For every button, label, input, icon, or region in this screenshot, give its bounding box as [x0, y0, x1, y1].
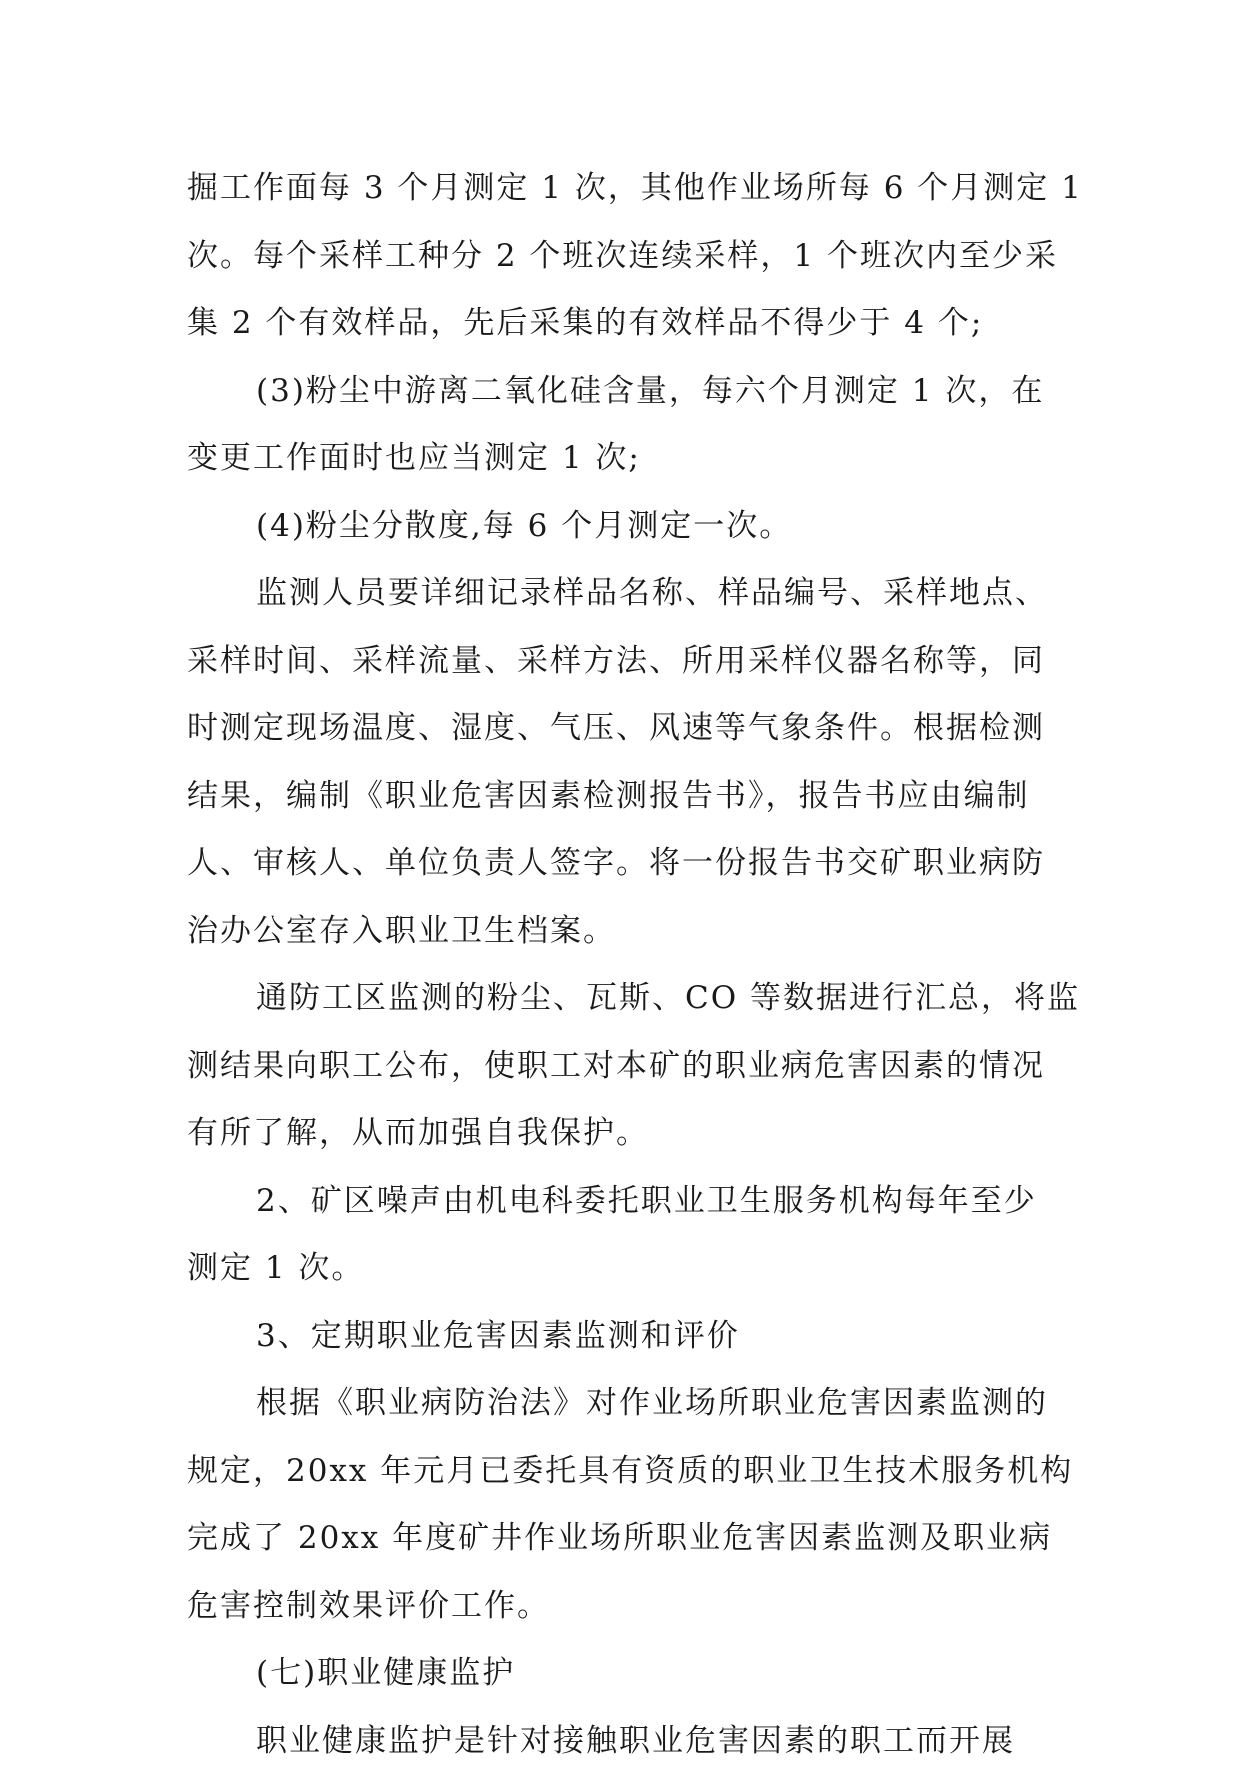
text-line-10: 结果，编制《职业危害因素检测报告书》，报告书应由编制	[187, 763, 1061, 831]
text-line-2: 次。每个采样工种分 2 个班次连续采样，1 个班次内至少采	[187, 223, 1061, 291]
text-line-17: 测定 1 次。	[187, 1235, 1061, 1303]
text-line-5: 变更工作面时也应当测定 1 次;	[187, 425, 1061, 493]
document-body	[187, 155, 1061, 1775]
text-line-11: 人、审核人、单位负责人签字。将一份报告书交矿职业病防	[187, 830, 1061, 898]
text-line-4: (3)粉尘中游离二氧化硅含量，每六个月测定 1 次，在	[187, 358, 1061, 426]
text-line-13: 通防工区监测的粉尘、瓦斯、CO 等数据进行汇总，将监	[187, 965, 1061, 1033]
text-line-1: 掘工作面每 3 个月测定 1 次，其他作业场所每 6 个月测定 1	[187, 155, 1061, 223]
text-line-8: 采样时间、采样流量、采样方法、所用采样仪器名称等，同	[187, 628, 1061, 696]
text-line-9: 时测定现场温度、湿度、气压、风速等气象条件。根据检测	[187, 695, 1061, 763]
text-line-15: 有所了解，从而加强自我保护。	[187, 1100, 1061, 1168]
text-line-14: 测结果向职工公布，使职工对本矿的职业病危害因素的情况	[187, 1033, 1061, 1101]
text-line-3: 集 2 个有效样品，先后采集的有效样品不得少于 4 个;	[187, 290, 1061, 358]
text-line-16: 2、矿区噪声由机电科委托职业卫生服务机构每年至少	[187, 1168, 1061, 1236]
text-line-22: 危害控制效果评价工作。	[187, 1573, 1061, 1641]
section-heading-3: 3、定期职业危害因素监测和评价	[187, 1303, 1061, 1371]
text-line-6: (4)粉尘分散度,每 6 个月测定一次。	[187, 493, 1061, 561]
text-line-12: 治办公室存入职业卫生档案。	[187, 898, 1061, 966]
text-line-21: 完成了 20xx 年度矿井作业场所职业危害因素监测及职业病	[187, 1505, 1061, 1573]
text-line-19: 根据《职业病防治法》对作业场所职业危害因素监测的	[187, 1370, 1061, 1438]
text-line-20: 规定，20xx 年元月已委托具有资质的职业卫生技术服务机构	[187, 1438, 1061, 1506]
text-line-7: 监测人员要详细记录样品名称、样品编号、采样地点、	[187, 560, 1061, 628]
section-heading-7: (七)职业健康监护	[187, 1640, 1061, 1708]
text-line-24: 职业健康监护是针对接触职业危害因素的职工而开展	[187, 1708, 1061, 1775]
